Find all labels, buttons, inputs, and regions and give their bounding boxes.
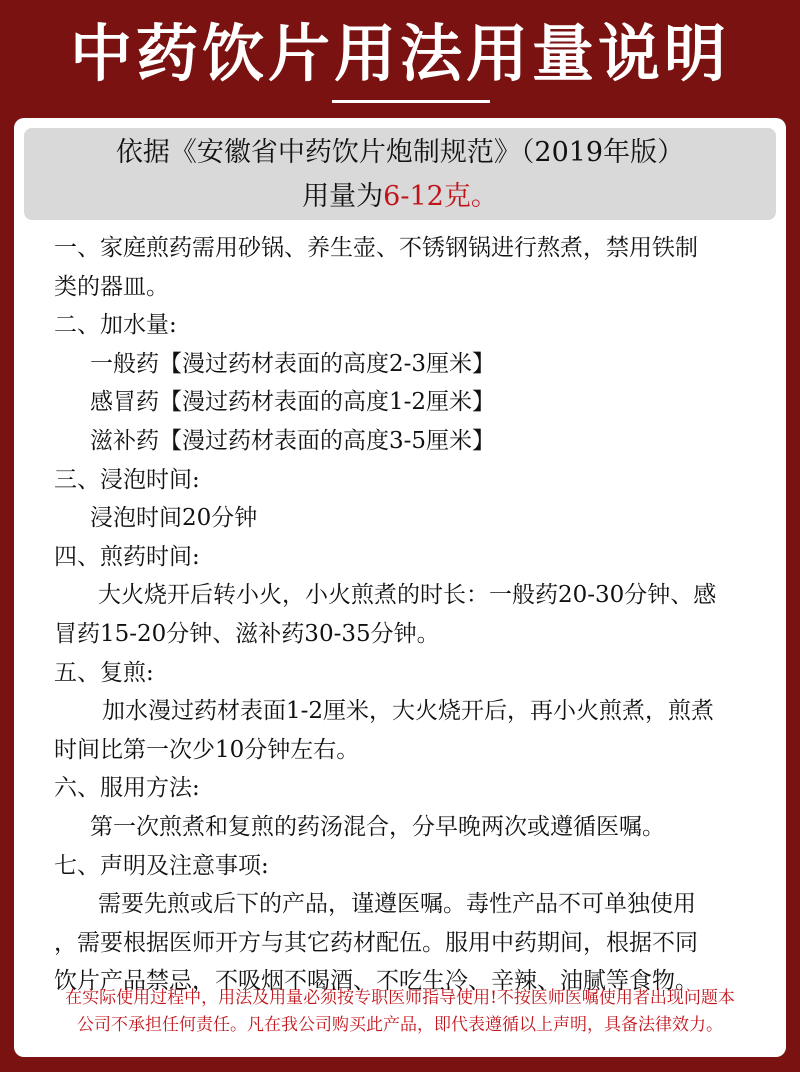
section-6-heading: 六、服用方法: — [54, 775, 200, 802]
water-amount-general: 一般药【漫过药材表面的高度2-3厘米】 — [90, 350, 496, 377]
re-decoction-line-2: 时间比第一次少10分钟左右。 — [54, 736, 360, 763]
notice-line-1: 需要先煎或后下的产品，谨遵医嘱。毒性产品不可单独使用 — [98, 891, 696, 918]
disclaimer-line-2: 公司不承担任何责任。凡在我公司购买此产品，即代表遵循以上声明，具备法律效力。 — [77, 1015, 723, 1035]
notice-line-3: 饮片产品禁忌，不吸烟不喝酒、不吃生冷、辛辣、油腻等食物。 — [54, 968, 698, 995]
header-dose-line — [24, 175, 776, 219]
dose-prefix: 用量为 — [302, 181, 384, 212]
section-4-heading: 四、煎药时间: — [54, 543, 200, 570]
section-1-line-2: 类的器皿。 — [54, 273, 169, 300]
instructions — [54, 229, 770, 1001]
section-1-line-1: 一、家庭煎药需用砂锅、养生壶、不锈钢锅进行熬煮，禁用铁制 — [54, 235, 698, 261]
section-2-heading: 二、加水量: — [54, 312, 177, 339]
soak-time-text: 浸泡时间20分钟 — [90, 505, 258, 532]
section-5-heading: 五、复煎: — [54, 659, 154, 686]
usage-method-text: 第一次煎煮和复煎的药汤混合，分早晚两次或遵循医嘱。 — [90, 813, 665, 840]
notice-line-2: ，需要根据医师开方与其它药材配伍。服用中药期间，根据不同 — [54, 929, 698, 956]
section-3-heading: 三、浸泡时间: — [54, 466, 200, 493]
disclaimer — [28, 985, 772, 1039]
dose-value: 6-12克。 — [383, 181, 498, 212]
page-title: 中药饮片用法用量说明 — [69, 17, 730, 90]
disclaimer-line-1: 在实际使用过程中，用法及用量必须按专职医师指导使用!不按医师医嘱使用者出现问题本 — [65, 988, 735, 1008]
header-box — [24, 128, 776, 220]
content-panel — [14, 118, 786, 1057]
decoction-time-line-2: 冒药15-20分钟、滋补药30-35分钟。 — [54, 620, 440, 647]
water-amount-cold: 感冒药【漫过药材表面的高度1-2厘米】 — [90, 389, 496, 416]
title-underline — [332, 100, 490, 103]
water-amount-tonic: 滋补药【漫过药材表面的高度3-5厘米】 — [90, 427, 496, 454]
decoction-time-line-1: 大火烧开后转小火，小火煎煮的时长：一般药20-30分钟、感 — [98, 582, 717, 609]
section-7-heading: 七、声明及注意事项: — [54, 852, 269, 879]
header-source-line: 依据《安徽省中药饮片炮制规范》（2019年版） — [115, 137, 685, 168]
re-decoction-line-1: 加水漫过药材表面1-2厘米，大火烧开后，再小火煎煮，煎煮 — [102, 698, 715, 725]
